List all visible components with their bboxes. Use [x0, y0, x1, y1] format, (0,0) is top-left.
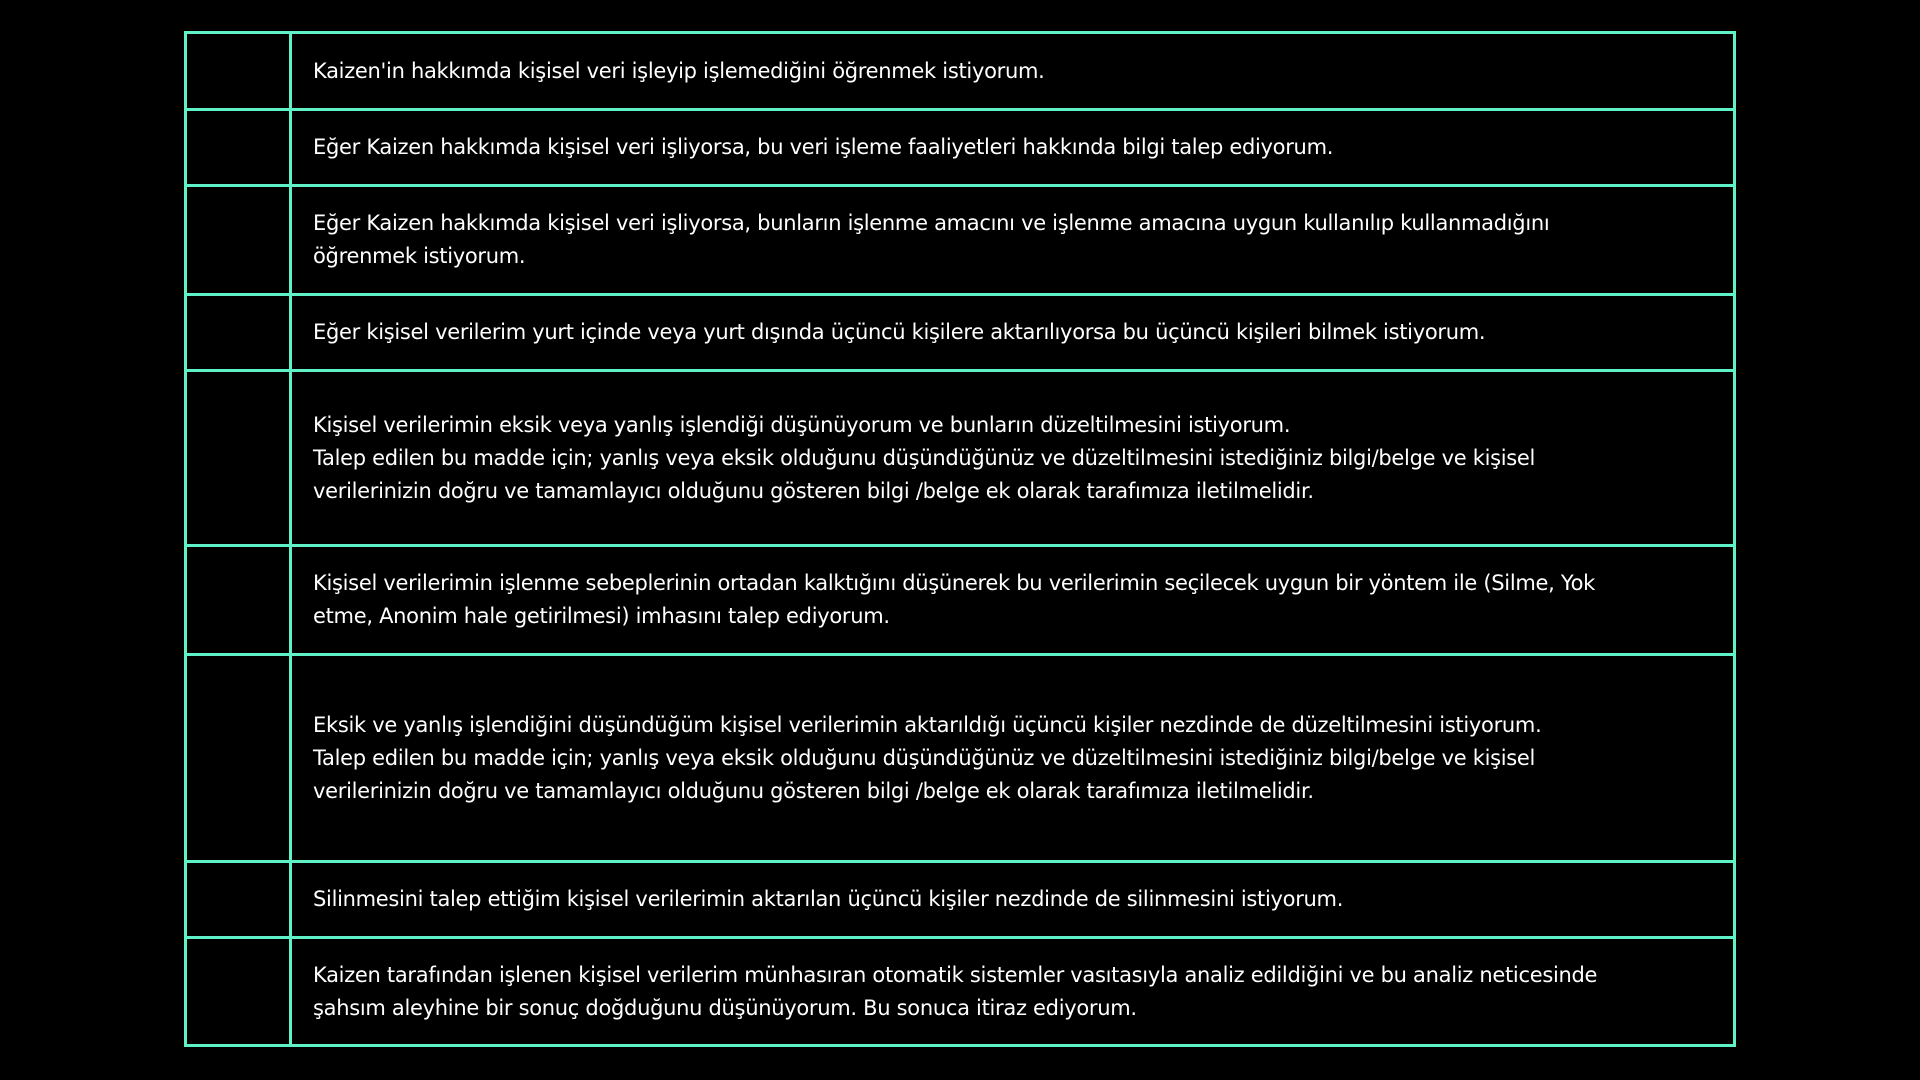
request-text-line: Silinmesini talep ettiğim kişisel verilerimin aktarılan üçüncü kişiler nezdinde de silinmesini istiyorum. [313, 887, 1344, 911]
request-text-line: verilerinizin doğru ve tamamlayıcı olduğunu gösteren bilgi /belge ek olarak tarafımıza iletilmelidir. [313, 478, 1314, 503]
table-row [187, 547, 1733, 656]
request-text-line: Kaizen tarafından işlenen kişisel verilerim münhasıran otomatik sistemler vasıtasıyla analiz edildiğini ve bu analiz neticesinde [313, 962, 1598, 987]
request-text-cell [292, 863, 1733, 936]
table-row [187, 863, 1733, 939]
request-text-line: verilerinizin doğru ve tamamlayıcı olduğunu gösteren bilgi /belge ek olarak tarafımıza iletilmelidir. [313, 778, 1314, 803]
request-text-cell [292, 34, 1733, 108]
checkbox-cell[interactable] [187, 656, 292, 860]
request-text-line: öğrenmek istiyorum. [313, 244, 526, 268]
request-text-line: Eğer Kaizen hakkımda kişisel veri işliyorsa, bunların işlenme amacını ve işlenme amacına uygun kullanılıp kullanmadığını [313, 211, 1550, 235]
table-row [187, 939, 1733, 1044]
request-text-line: etme, Anonim hale getirilmesi) imhasını talep ediyorum. [313, 604, 890, 628]
table-row [187, 372, 1733, 547]
table-row [187, 187, 1733, 296]
request-text-line: şahsım aleyhine bir sonuç doğduğunu düşünüyorum. Bu sonuca itiraz ediyorum. [313, 995, 1137, 1020]
checkbox-cell[interactable] [187, 296, 292, 369]
checkbox-cell[interactable] [187, 187, 292, 293]
request-text-cell [292, 547, 1733, 653]
request-text-line: Kaizen'in hakkımda kişisel veri işleyip işlemediğini öğrenmek istiyorum. [313, 58, 1045, 83]
request-text-cell [292, 939, 1733, 1044]
request-text-cell [292, 372, 1733, 544]
request-text-line: Talep edilen bu madde için; yanlış veya eksik olduğunu düşündüğünüz ve düzeltilmesini istediğiniz bilgi/belge ve kişisel [313, 445, 1536, 470]
checkbox-cell[interactable] [187, 34, 292, 108]
request-text-cell [292, 296, 1733, 369]
table-row [187, 111, 1733, 187]
checkbox-cell[interactable] [187, 372, 292, 544]
request-text-cell [292, 111, 1733, 184]
request-text-cell [292, 187, 1733, 293]
request-text-line: Eğer Kaizen hakkımda kişisel veri işliyorsa, bu veri işleme faaliyetleri hakkında bilgi talep ediyorum. [313, 135, 1334, 159]
request-text-line: Talep edilen bu madde için; yanlış veya eksik olduğunu düşündüğünüz ve düzeltilmesini istediğiniz bilgi/belge ve kişisel [313, 745, 1536, 770]
request-text-line: Eğer kişisel verilerim yurt içinde veya yurt dışında üçüncü kişilere aktarılıyorsa bu üçüncü kişileri bilmek istiyorum. [313, 320, 1486, 344]
request-text-line: Kişisel verilerimin işlenme sebeplerinin ortadan kalktığını düşünerek bu verilerimin seçilecek uygun bir yöntem ile (Silme, Yok [313, 571, 1596, 595]
table-row [187, 296, 1733, 372]
checkbox-cell[interactable] [187, 111, 292, 184]
checkbox-cell[interactable] [187, 863, 292, 936]
checkbox-cell[interactable] [187, 939, 292, 1044]
table-row [187, 656, 1733, 863]
request-text-line: Kişisel verilerimin eksik veya yanlış işlendiği düşünüyorum ve bunların düzeltilmesini istiyorum. [313, 412, 1291, 437]
request-table-frame [184, 31, 1736, 1047]
checkbox-cell[interactable] [187, 547, 292, 653]
request-text-line: Eksik ve yanlış işlendiğini düşündüğüm kişisel verilerimin aktarıldığı üçüncü kişiler nezdinde de düzeltilmesini istiyorum. [313, 712, 1542, 737]
table-row [187, 34, 1733, 111]
request-text-cell [292, 656, 1733, 860]
request-table [187, 34, 1733, 1044]
